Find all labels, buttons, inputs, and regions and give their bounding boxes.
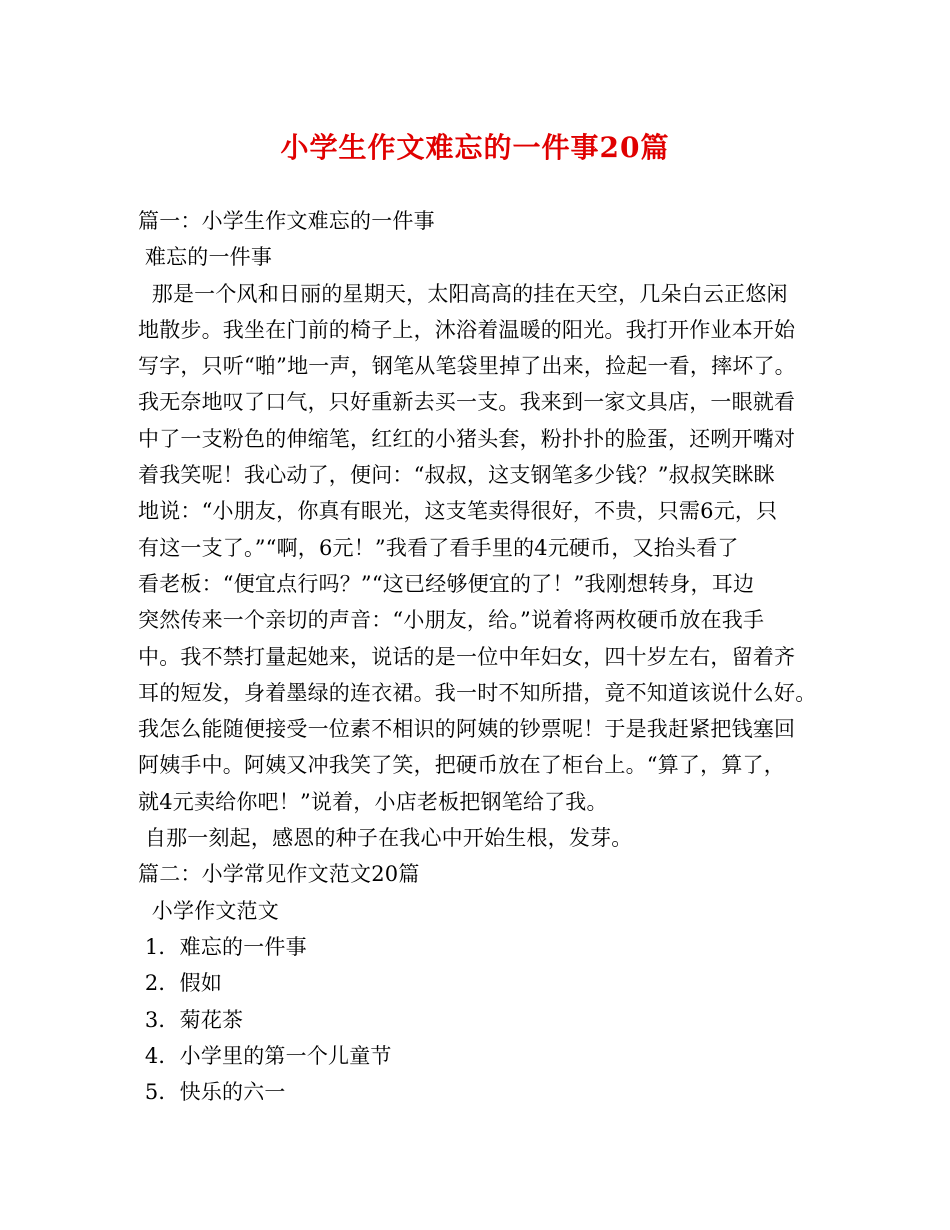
heading-part-1: 篇一：小学生作文难忘的一件事 (138, 209, 435, 233)
paragraph-line: 中。我不禁打量起她来，说话的是一位中年妇女，四十岁左右，留着齐 (138, 644, 796, 669)
paragraph-line: 地说：“小朋友，你真有眼光，这支笔卖得很好，不贵，只需6元，只 (138, 499, 778, 524)
paragraph-line: 那是一个风和日丽的星期天，太阳高高的挂在天空，几朵白云正悠闲 (138, 281, 788, 306)
paragraph-line: 我无奈地叹了口气，只好重新去买一支。我来到一家文具店，一眼就看 (138, 390, 796, 415)
paragraph-line: 着我笑呢！我心动了，便问：“叔叔，这支钢笔多少钱？”叔叔笑眯眯 (138, 463, 775, 488)
paragraph-line: 就4元卖给你吧！”说着，小店老板把钢笔给了我。 (138, 789, 608, 814)
list-item: 3．菊花茶 (138, 1007, 244, 1032)
list-item: 1．难忘的一件事 (138, 934, 307, 959)
list-item: 5．快乐的六一 (138, 1080, 286, 1105)
paragraph-line: 中了一支粉色的伸缩笔，红红的小猪头套，粉扑扑的脸蛋，还咧开嘴对 (138, 426, 796, 451)
paragraph-line: 阿姨手中。阿姨又冲我笑了笑，把硬币放在了柜台上。“算了，算了， (138, 753, 785, 778)
paragraph-line: 我怎么能随便接受一位素不相识的阿姨的钞票呢！于是我赶紧把钱塞回 (138, 717, 796, 742)
document-title: 小学生作文难忘的一件事20篇 (280, 131, 670, 164)
list-item: 2．假如 (138, 971, 223, 996)
paragraph-line: 自那一刻起，感恩的种子在我心中开始生根，发芽。 (138, 826, 633, 851)
paragraph-line: 有这一支了。”“啊，6元！”我看了看手里的4元硬币，又抬头看了 (138, 535, 739, 560)
heading-part-2: 篇二：小学常见作文范文20篇 (138, 862, 420, 887)
list-item: 4．小学里的第一个儿童节 (138, 1043, 392, 1068)
paragraph-line: 写字，只听“啪”地一声，钢笔从笔袋里掉了出来，捡起一看，摔坏了。 (138, 354, 796, 379)
paragraph-line: 耳的短发，身着墨绿的连衣裙。我一时不知所措，竟不知道该说什么好。 (138, 680, 817, 705)
essay-subtitle: 难忘的一件事 (138, 245, 273, 270)
paragraph-line: 突然传来一个亲切的声音：“小朋友，给。”说着将两枚硬币放在我手 (138, 608, 765, 633)
section-subtitle: 小学作文范文 (138, 898, 279, 923)
paragraph-line: 地散步。我坐在门前的椅子上，沐浴着温暖的阳光。我打开作业本开始 (138, 317, 796, 342)
document-body (138, 203, 828, 1110)
paragraph-line: 看老板：“便宜点行吗？”“这已经够便宜的了！”我刚想转身，耳边 (138, 571, 755, 596)
